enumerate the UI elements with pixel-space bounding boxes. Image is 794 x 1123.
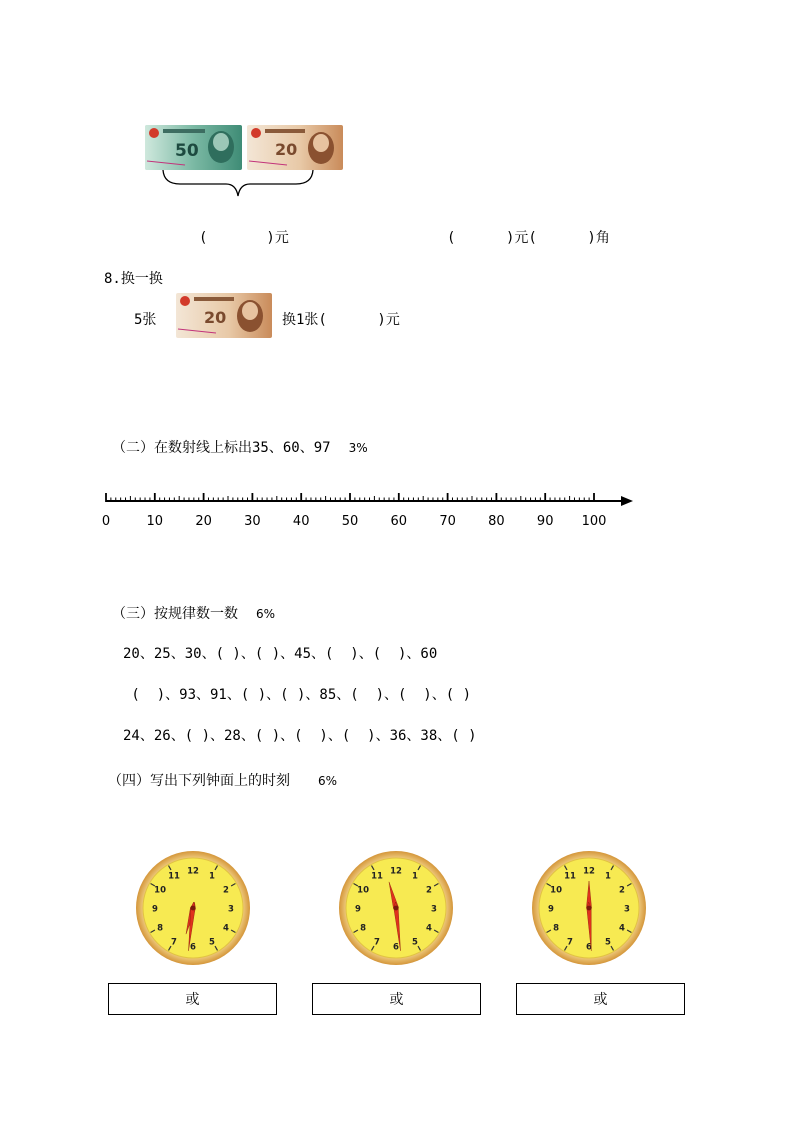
section-4-header [108,770,337,790]
clock-number: 4 [425,923,432,934]
clock-number: 7 [171,937,177,948]
clock-number: 3 [228,904,234,915]
clock-number: 2 [222,885,229,896]
section-2-points: 3% [348,441,368,455]
clock-number: 4 [618,923,625,934]
clock-number: 6 [393,942,399,953]
clock-number: 2 [618,885,625,896]
answer-label: 或 [185,992,200,1008]
clock-number: 6 [190,942,196,953]
twenty-yuan-note [176,293,272,338]
clock-face-2 [337,849,455,967]
curly-brace [160,168,316,200]
section-3-title: （三）按规律数一数 [112,606,238,622]
numbers-to-mark: 35、60、97 [252,440,331,456]
number-line-label: 90 [536,514,554,529]
note-denomination: 20 [275,140,298,159]
clock-number: 10 [154,885,167,896]
clock-number: 10 [357,885,370,896]
sequence-1: 20、25、30、( )、( )、45、( )、( )、60 [123,646,438,662]
section-2-header [112,437,368,457]
clock-number: 11 [371,871,383,882]
number-line-label: 100 [581,514,607,529]
clock-number: 9 [355,904,361,915]
clock-number: 1 [605,871,611,882]
number-line-label: 0 [101,514,111,529]
count-label: 5张 [134,312,157,328]
clock-number: 3 [624,904,630,915]
clock-number: 2 [425,885,432,896]
number-line-label: 70 [439,514,456,529]
section-3-header [112,603,275,623]
clock-number: 6 [586,942,592,953]
answer-label: 或 [593,992,608,1008]
clock-number: 3 [431,904,437,915]
number-line-label: 60 [390,514,408,529]
clock-face-1 [134,849,252,967]
answer-yuan-jiao: ( )元( )角 [447,230,610,246]
clock-number: 4 [222,923,229,934]
answer-yuan: ( )元 [199,230,289,246]
twenty-yuan-note [247,125,343,170]
clock-number: 1 [209,871,215,882]
number-line-label: 40 [292,514,310,529]
sequence-3: 24、26、( )、28、( )、( )、( )、36、38、( ) [123,728,477,744]
clock-number: 8 [553,923,560,934]
fifty-yuan-note [145,125,242,170]
clock-number: 1 [412,871,418,882]
clock-number: 5 [412,937,418,948]
clock-number: 10 [550,885,563,896]
clock-number: 5 [209,937,215,948]
clock-number: 8 [360,923,367,934]
clock-number: 12 [583,866,595,877]
question-8-title: 8.换一换 [104,271,163,287]
clock-number: 7 [567,937,573,948]
clock-center [191,906,196,911]
clock-center [394,906,399,911]
number-line-label: 80 [488,514,505,529]
clock-number: 8 [157,923,164,934]
clock-number: 5 [605,937,611,948]
clock-number: 11 [168,871,180,882]
number-line [95,488,640,533]
clock-number: 12 [390,866,402,877]
section-3-points: 6% [256,607,276,621]
clock-center [587,906,592,911]
clock-answer-box-3[interactable] [516,983,685,1015]
section-2-title: （二）在数射线上标出 [112,440,252,456]
clock-number: 7 [374,937,380,948]
note-denomination: 50 [175,141,199,161]
section-4-title: （四）写出下列钟面上的时刻 [108,773,290,789]
number-line-arrow [621,496,633,506]
clock-answer-box-2[interactable] [312,983,481,1015]
answer-label: 或 [389,992,404,1008]
number-line-label: 30 [244,514,261,529]
clock-number: 9 [152,904,158,915]
clock-number: 12 [187,866,199,877]
number-line-label: 20 [195,514,212,529]
clock-number: 11 [564,871,576,882]
number-line-label: 10 [146,514,164,529]
number-line-labels [102,514,607,529]
sequence-2: ( )、93、91、( )、( )、85、( )、( )、( ) [123,687,472,703]
clock-answer-box-1[interactable] [108,983,277,1015]
note-denomination: 20 [204,308,227,327]
section-4-points: 6% [318,774,338,788]
clock-number: 9 [548,904,554,915]
clock-face-3 [530,849,648,967]
number-line-label: 50 [341,514,359,529]
exchange-result: 换1张( )元 [282,312,400,328]
